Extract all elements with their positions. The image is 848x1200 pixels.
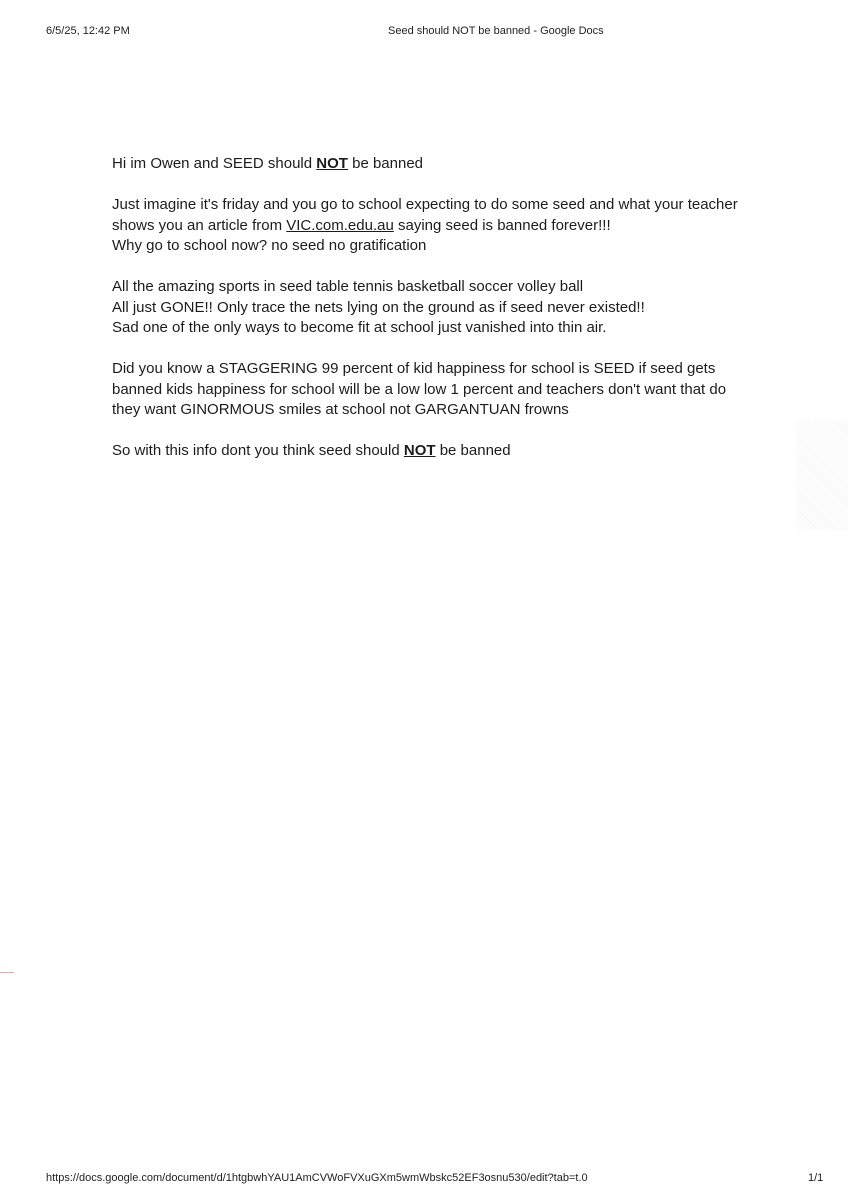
imagine-line-3: Why go to school now? no seed no gratification [112, 237, 427, 254]
conclusion-emphasis-not: NOT [403, 442, 436, 459]
document-body [112, 154, 772, 482]
print-footer-url: https://docs.google.com/document/d/1htgbwhYAU1AmCVWoFVXuGXm5wmWbskc52EF3osnu530/edit?tab=t.0 [46, 1172, 588, 1184]
intro-emphasis-not: NOT [316, 155, 348, 172]
paragraph-intro [112, 154, 772, 175]
paragraph-sports [112, 277, 772, 339]
vic-link[interactable]: VIC.com.edu.au [286, 216, 394, 234]
paragraph-conclusion [112, 441, 772, 462]
conclusion-text-before: So with this info dont you think seed should [112, 442, 404, 459]
intro-text-after: be banned [347, 155, 424, 172]
scan-edge-mark [0, 972, 14, 973]
print-doc-title: Seed should NOT be banned - Google Docs [388, 25, 604, 37]
scan-speckle [796, 420, 848, 530]
imagine-line-1: Just imagine it's friday and you go to school expecting to do some seed and what your teacher [112, 196, 738, 213]
sports-line-2: All just GONE!! Only trace the nets lying on the ground as if seed never existed!! [112, 298, 645, 316]
sports-line-1: All the amazing sports in seed table tennis basketball soccer volley ball [112, 278, 584, 295]
imagine-line-2-before: shows you an article from [112, 216, 287, 234]
paragraph-happiness [112, 359, 772, 421]
sports-line-3: Sad one of the only ways to become fit at school just vanished into thin air. [112, 319, 607, 336]
paragraph-imagine [112, 195, 772, 257]
imagine-line-2-after: saying seed is banned forever!!! [393, 216, 611, 234]
happiness-line-2: banned kids happiness for school will be a low low 1 percent and teachers don't want that do [112, 380, 727, 398]
print-datetime: 6/5/25, 12:42 PM [46, 25, 130, 37]
print-page-number: 1/1 [808, 1172, 824, 1184]
happiness-line-3: they want GINORMOUS smiles at school not GARGANTUAN frowns [112, 401, 569, 418]
intro-text-before: Hi im Owen and SEED should [112, 155, 317, 172]
happiness-line-1: Did you know a STAGGERING 99 percent of kid happiness for school is SEED if seed gets [112, 360, 716, 377]
conclusion-text-after: be banned [435, 442, 511, 459]
